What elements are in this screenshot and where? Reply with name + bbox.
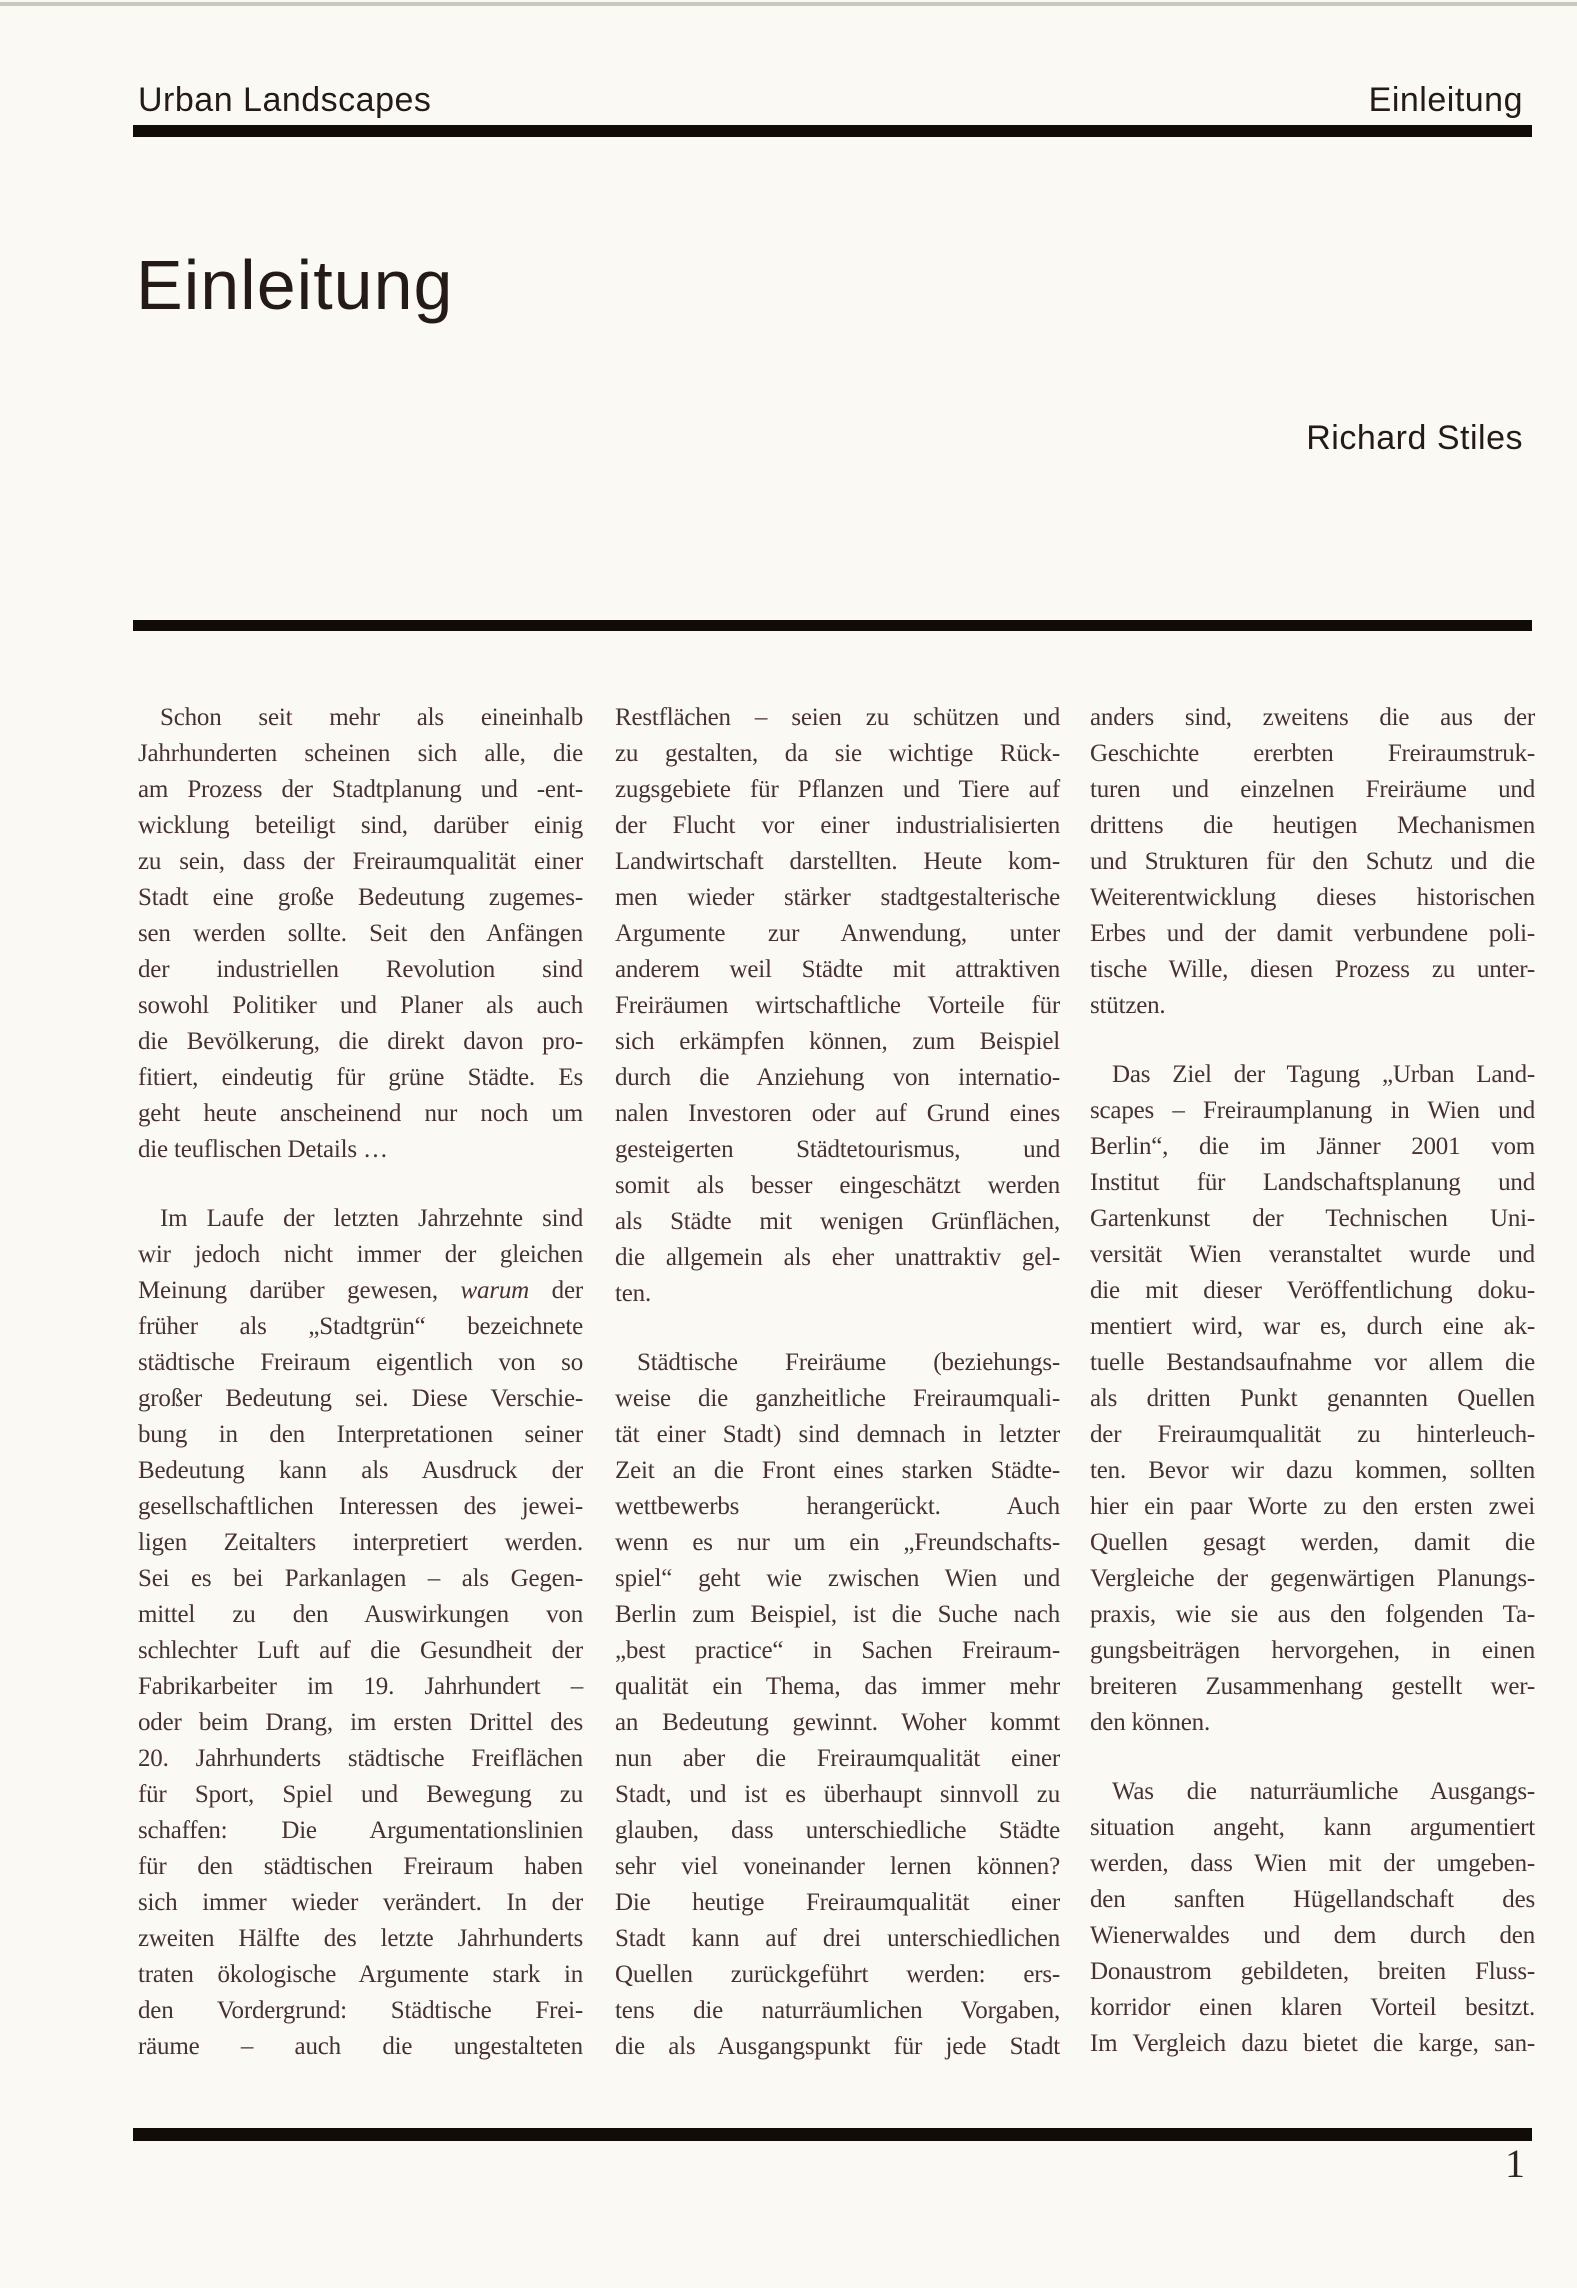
text-line: für Sport, Spiel und Bewegung zu (138, 1781, 583, 1808)
text-line: Argumente zur Anwendung, unter (615, 920, 1060, 947)
text-line: turen und einzelnen Freiräume und (1090, 776, 1535, 803)
text-line: räume – auch die ungestalteten (138, 2033, 583, 2060)
text-line: schaffen: Die Argumentationslinien (138, 1817, 583, 1844)
text-line: stützen. (1090, 992, 1166, 1019)
text-line: gesteigerten Städtetourismus, und (615, 1136, 1060, 1163)
text-line: Das Ziel der Tagung „Urban Land- (1112, 1061, 1535, 1088)
text-line: die teuflischen Details … (138, 1136, 388, 1163)
text-line: Im Laufe der letzten Jahrzehnte sind (160, 1205, 583, 1232)
text-line: nun aber die Freiraumqualität einer (615, 1745, 1060, 1772)
text-line: Zeit an die Front eines starken Städte- (615, 1457, 1060, 1484)
text-line: tens die naturräumlichen Vorgaben, (615, 1997, 1060, 2024)
text-line: wettbewerbs herangerückt. Auch (615, 1493, 1060, 1520)
text-line: men wieder stärker stadtgestalterische (615, 884, 1060, 911)
text-line: zweiten Hälfte des letzte Jahrhunderts (138, 1925, 583, 1952)
text-line: mittel zu den Auswirkungen von (138, 1601, 583, 1628)
text-line: sich immer wieder verändert. In der (138, 1889, 583, 1916)
text-line: ten. Bevor wir dazu kommen, sollten (1090, 1457, 1535, 1484)
page-title: Einleitung (136, 246, 454, 324)
text-column-3 (1090, 700, 1535, 2062)
text-line: Stadt kann auf drei unterschiedlichen (615, 1925, 1060, 1952)
text-line: durch die Anziehung von internatio- (615, 1064, 1060, 1091)
text-line: Berlin“, die im Jänner 2001 vom (1090, 1133, 1535, 1160)
text-line: Donaustrom gebildeten, breiten Fluss- (1090, 1958, 1535, 1985)
text-line: wicklung beteiligt sind, darüber einig (138, 812, 583, 839)
text-line: weise die ganzheitliche Freiraumquali- (615, 1385, 1060, 1412)
text-line: am Prozess der Stadtplanung und -ent- (138, 776, 583, 803)
text-line: situation angeht, kann argumentiert (1090, 1814, 1535, 1841)
text-line: zu gestalten, da sie wichtige Rück- (615, 740, 1060, 767)
text-line: als Städte mit wenigen Grünflächen, (615, 1208, 1060, 1235)
text-line: praxis, wie sie aus den folgenden Ta- (1090, 1601, 1535, 1628)
text-line: den sanften Hügellandschaft des (1090, 1886, 1535, 1913)
text-line: Vergleiche der gegenwärtigen Planungs- (1090, 1565, 1535, 1592)
text-line: Städtische Freiräume (beziehungs- (637, 1349, 1060, 1376)
footer-rule (133, 2128, 1532, 2141)
text-line: hier ein paar Worte zu den ersten zwei (1090, 1493, 1535, 1520)
text-line: Sei es bei Parkanlagen – als Gegen- (138, 1565, 583, 1592)
scan-edge-line (0, 2, 1577, 6)
text-line: anderem weil Städte mit attraktiven (615, 956, 1060, 983)
text-line: glauben, dass unterschiedliche Städte (615, 1817, 1060, 1844)
text-line: qualität ein Thema, das immer mehr (615, 1673, 1060, 1700)
text-line: Weiterentwicklung dieses historischen (1090, 884, 1535, 911)
text-line: die mit dieser Veröffentlichung doku- (1090, 1277, 1535, 1304)
paragraph (1090, 700, 1535, 1024)
text-line: spiel“ geht wie zwischen Wien und (615, 1565, 1060, 1592)
section-rule (133, 620, 1532, 631)
text-line: Geschichte ererbten Freiraumstruk- (1090, 740, 1535, 767)
text-line: die allgemein als eher unattraktiv gel- (615, 1244, 1060, 1271)
text-line: bung in den Interpretationen seiner (138, 1421, 583, 1448)
paragraph (1090, 1774, 1535, 2062)
text-line: Die heutige Freiraumqualität einer (615, 1889, 1060, 1916)
text-line: versität Wien veranstaltet wurde und (1090, 1241, 1535, 1268)
text-line: somit als besser eingeschätzt werden (615, 1172, 1060, 1199)
text-line: der Freiraumqualität zu hinterleuch- (1090, 1421, 1535, 1448)
text-line: fitiert, eindeutig für grüne Städte. Es (138, 1064, 583, 1091)
text-line: nalen Investoren oder auf Grund eines (615, 1100, 1060, 1127)
text-line: die Bevölkerung, die direkt davon pro- (138, 1028, 583, 1055)
running-head-right: Einleitung (1368, 81, 1523, 119)
text-line: gungsbeiträgen hervorgehen, in einen (1090, 1637, 1535, 1664)
text-line: als dritten Punkt genannten Quellen (1090, 1385, 1535, 1412)
text-line: Meinung darüber gewesen, warum der (138, 1277, 584, 1304)
paragraph (138, 700, 583, 1168)
text-line: Bedeutung kann als Ausdruck der (138, 1457, 583, 1484)
paragraph (138, 1201, 583, 2065)
text-line: und Strukturen für den Schutz und die (1090, 848, 1535, 875)
text-line: Stadt eine große Bedeutung zugemes- (138, 884, 583, 911)
text-line: werden, dass Wien mit der umgeben- (1090, 1850, 1535, 1877)
text-line: großer Bedeutung sei. Diese Verschie- (138, 1385, 583, 1412)
text-line: sich erkämpfen können, zum Beispiel (615, 1028, 1060, 1055)
text-line: ten. (615, 1280, 651, 1307)
text-column-1 (138, 700, 583, 2065)
text-line: zu sein, dass der Freiraumqualität einer (138, 848, 583, 875)
text-line: Wienerwaldes und dem durch den (1090, 1922, 1535, 1949)
text-line: korridor einen klaren Vorteil besitzt. (1090, 1994, 1535, 2021)
text-line: an Bedeutung gewinnt. Woher kommt (615, 1709, 1060, 1736)
text-line: Jahrhunderten scheinen sich alle, die (138, 740, 583, 767)
text-line: Schon seit mehr als eineinhalb (160, 704, 583, 731)
text-line: Quellen zurückgeführt werden: ers- (615, 1961, 1060, 1988)
text-line: städtische Freiraum eigentlich von so (138, 1349, 583, 1376)
text-line: scapes – Freiraumplanung in Wien und (1090, 1097, 1535, 1124)
text-line: Gartenkunst der Technischen Uni- (1090, 1205, 1535, 1232)
text-line: „best practice“ in Sachen Freiraum- (615, 1637, 1060, 1664)
text-line: tuelle Bestandsaufnahme vor allem die (1090, 1349, 1535, 1376)
text-line: mentiert wird, war es, durch eine ak- (1090, 1313, 1535, 1340)
text-line: Landwirtschaft darstellten. Heute kom- (615, 848, 1060, 875)
text-line: oder beim Drang, im ersten Drittel des (138, 1709, 583, 1736)
author-byline: Richard Stiles (1306, 419, 1523, 457)
paragraph (615, 700, 1060, 1312)
text-line: breiteren Zusammenhang gestellt wer- (1090, 1673, 1535, 1700)
text-line: gesellschaftlichen Interessen des jewei- (138, 1493, 583, 1520)
text-line: Quellen gesagt werden, damit die (1090, 1529, 1535, 1556)
text-line: den Vordergrund: Städtische Frei- (138, 1997, 583, 2024)
text-line: zugsgebiete für Pflanzen und Tiere auf (615, 776, 1060, 803)
text-line: den können. (1090, 1709, 1210, 1736)
text-line: Erbes und der damit verbundene poli- (1090, 920, 1535, 947)
text-line: sen werden sollte. Seit den Anfängen (138, 920, 583, 947)
text-line: Was die naturräumliche Ausgangs- (1112, 1778, 1535, 1805)
header-rule (133, 125, 1532, 137)
running-head-left: Urban Landscapes (138, 81, 432, 119)
text-line: Im Vergleich dazu bietet die karge, san- (1090, 2030, 1535, 2057)
text-line: die als Ausgangspunkt für jede Stadt (615, 2033, 1060, 2060)
text-line: Institut für Landschaftsplanung und (1090, 1169, 1535, 1196)
text-line: wir jedoch nicht immer der gleichen (138, 1241, 583, 1268)
text-line: tische Wille, diesen Prozess zu unter- (1090, 956, 1535, 983)
text-line: anders sind, zweitens die aus der (1090, 704, 1535, 731)
text-line: ligen Zeitalters interpretiert werden. (138, 1529, 583, 1556)
text-line: drittens die heutigen Mechanismen (1090, 812, 1535, 839)
paragraph (615, 1345, 1060, 2065)
text-line: tät einer Stadt) sind demnach in letzter (615, 1421, 1060, 1448)
text-column-2 (615, 700, 1060, 2065)
page-number: 1 (1505, 2141, 1525, 2186)
paragraph (1090, 1057, 1535, 1741)
text-line: geht heute anscheinend nur noch um (138, 1100, 583, 1127)
text-line: Fabrikarbeiter im 19. Jahrhundert – (138, 1673, 583, 1700)
text-line: Stadt, und ist es überhaupt sinnvoll zu (615, 1781, 1060, 1808)
text-line: traten ökologische Argumente stark in (138, 1961, 583, 1988)
text-line: 20. Jahrhunderts städtische Freiflächen (138, 1745, 583, 1772)
text-line: der industriellen Revolution sind (138, 956, 583, 983)
text-line: Berlin zum Beispiel, ist die Suche nach (615, 1601, 1060, 1628)
text-line: Freiräumen wirtschaftliche Vorteile für (615, 992, 1060, 1019)
text-line: der Flucht vor einer industrialisierten (615, 812, 1060, 839)
text-line: sowohl Politiker und Planer als auch (138, 992, 583, 1019)
text-line: wenn es nur um ein „Freundschafts- (615, 1529, 1060, 1556)
text-line: schlechter Luft auf die Gesundheit der (138, 1637, 583, 1664)
text-line: für den städtischen Freiraum haben (138, 1853, 583, 1880)
text-line: sehr viel voneinander lernen können? (615, 1853, 1060, 1880)
text-line: früher als „Stadtgrün“ bezeichnete (138, 1313, 583, 1340)
text-line: Restflächen – seien zu schützen und (615, 704, 1060, 731)
